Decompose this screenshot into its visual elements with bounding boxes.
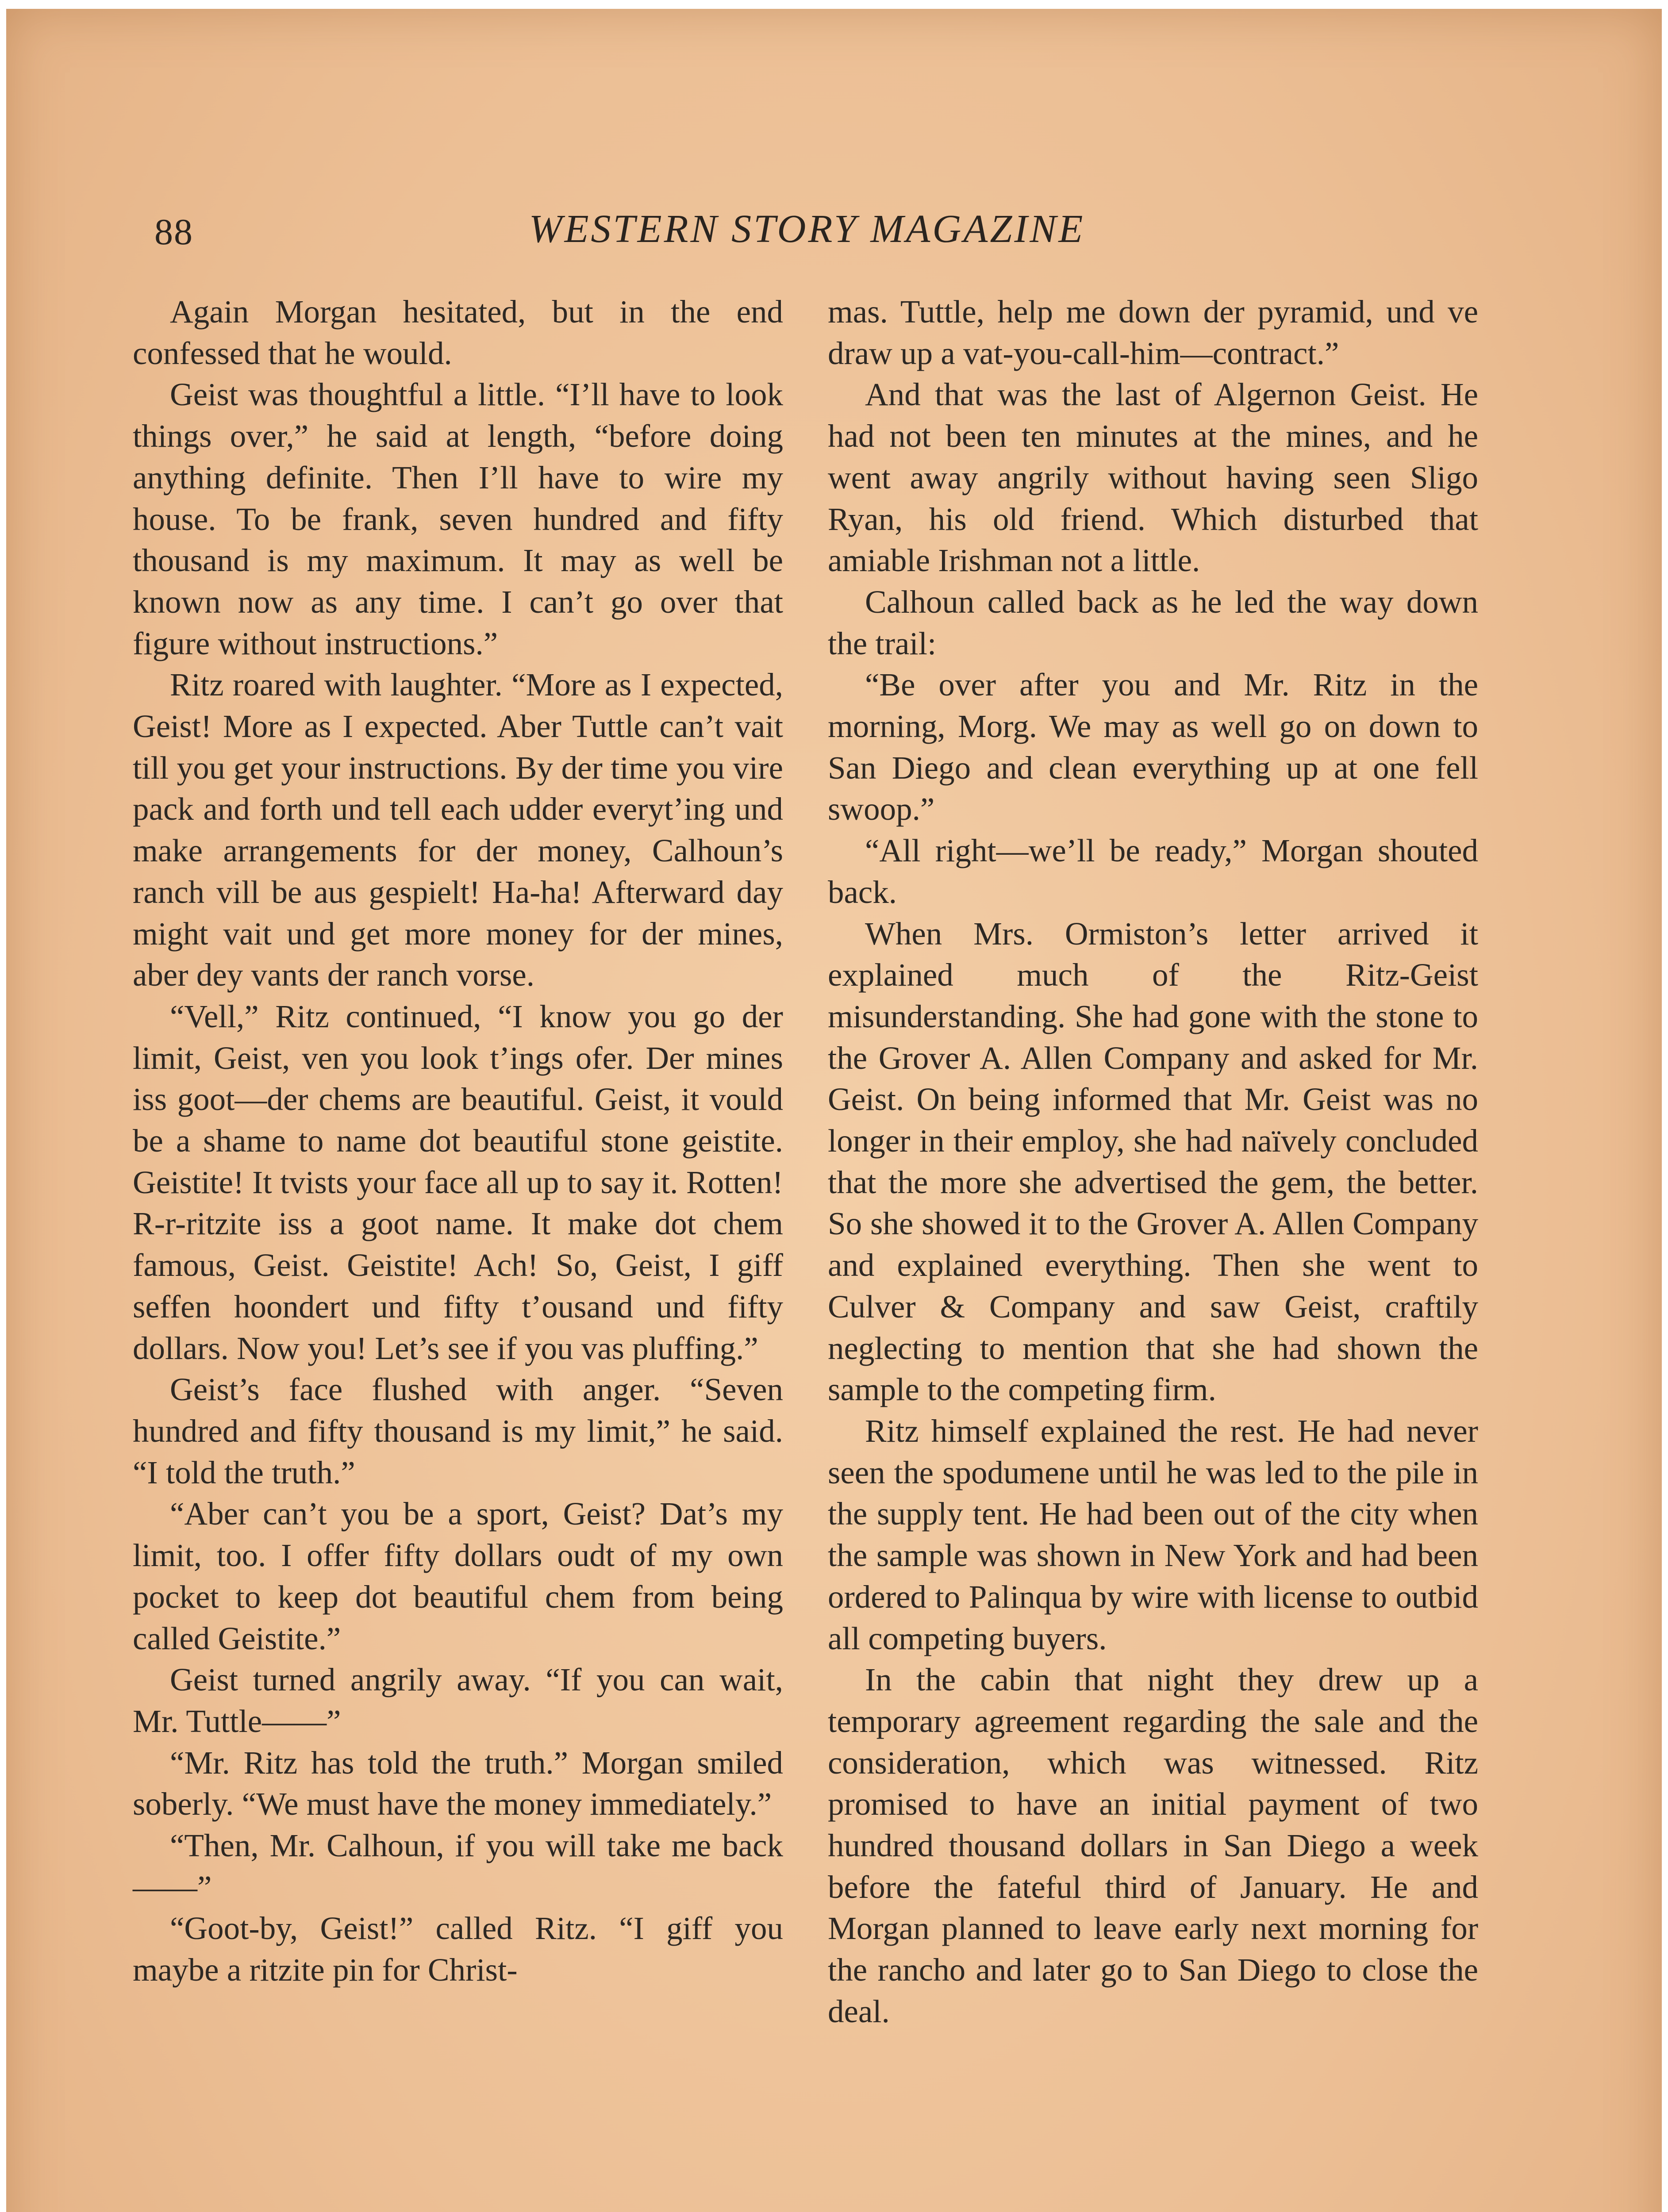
paragraph: Ritz roared with laughter. “More as I expected, Geist! More as I expected. Aber Tuttle can’t vait till you get your instructions. By der time you vire pack and forth und tell each udder everyt’ing und make arrangements for der money, Calhoun’s ranch vill be aus gespielt! Ha-ha! Afterward day might vait und get more money for der mines, aber dey vants der ranch vorse. — [133, 667, 783, 993]
paragraph: “Be over after you and Mr. Ritz in the morning, Morg. We may as well go on down to San Diego and clean everything up at one fell swoop.” — [828, 667, 1478, 827]
page-number: 88 — [154, 211, 193, 253]
paragraph: “Mr. Ritz has told the truth.” Morgan smiled soberly. “We must have the money immediately.” — [133, 1744, 783, 1822]
paragraph: “Then, Mr. Calhoun, if you will take me back——” — [133, 1828, 783, 1905]
right-text-column — [828, 291, 1478, 2032]
paragraph: In the cabin that night they drew up a temporary agreement regarding the sale and the consideration, which was witnessed. Ritz promised to have an initial payment of two hundred thousand dollars in San Diego a week before the fateful third of January. He and Morgan planned to leave early next morning for the rancho and later go to San Diego to close the deal. — [828, 1662, 1478, 2029]
running-title: WESTERN STORY MAGAZINE — [529, 207, 1085, 251]
paragraph: Calhoun called back as he led the way down the trail: — [828, 584, 1478, 661]
paragraph: “Vell,” Ritz continued, “I know you go der limit, Geist, ven you look t’ings ofer. Der mines iss goot—der chems are beautiful. Geist, it vould be a shame to name dot beautiful stone geistite. Geistite! It tvists your face all up to say it. Rotten! R-r-ritzite iss a goot name. It make dot chem famous, Geist. Geistite! Ach! So, Geist, I giff seffen hoondert und fifty t’ousand und fifty dollars. Now you! Let’s see if you vas pluffing.” — [133, 998, 783, 1366]
left-text-column — [133, 291, 783, 1991]
paragraph: Again Morgan hesitated, but in the end confessed that he would. — [133, 294, 783, 371]
paragraph: “Goot-by, Geist!” called Ritz. “I giff you maybe a ritzite pin for Christ- — [133, 1910, 783, 1988]
paragraph: Geist’s face flushed with anger. “Seven hundred and fifty thousand is my limit,” he said. “I told the truth.” — [133, 1371, 783, 1490]
paragraph: And that was the last of Algernon Geist. He had not been ten minutes at the mines, and he went away angrily without having seen Sligo Ryan, his old friend. Which disturbed that amiable Irishman not a little. — [828, 376, 1478, 579]
paragraph: Geist was thoughtful a little. “I’ll have to look things over,” he said at length, “before doing anything definite. Then I’ll have to wire my house. To be frank, seven hundred and fifty thousand is my maximum. It may as well be known now as any time. I can’t go over that figure without instructions.” — [133, 376, 783, 661]
paragraph: Geist turned angrily away. “If you can wait, Mr. Tuttle——” — [133, 1662, 783, 1739]
paragraph: “All right—we’ll be ready,” Morgan shouted back. — [828, 833, 1478, 910]
page-header — [135, 206, 1480, 273]
paragraph: When Mrs. Ormiston’s letter arrived it explained much of the Ritz-Geist misunderstanding. She had gone with the stone to the Grover A. Allen Company and asked for Mr. Geist. On being informed that Mr. Geist was no longer in their employ, she had naïvely concluded that the more she advertised the gem, the better. So she showed it to the Grover A. Allen Company and explained everything. Then she went to Culver & Company and saw Geist, craftily neglecting to mention that she had shown the sample to the competing firm. — [828, 915, 1478, 1408]
magazine-page — [6, 9, 1662, 2212]
paragraph: mas. Tuttle, help me down der pyramid, und ve draw up a vat-you-call-him—contract.” — [828, 294, 1478, 371]
paragraph: “Aber can’t you be a sport, Geist? Dat’s my limit, too. I offer fifty dollars oudt of my own pocket to keep dot beautiful chem from being called Geistite.” — [133, 1496, 783, 1656]
paragraph: Ritz himself explained the rest. He had never seen the spodumene until he was led to the pile in the supply tent. He had been out of the city when the sample was shown in New York and had been ordered to Palinqua by wire with license to outbid all competing buyers. — [828, 1413, 1478, 1656]
